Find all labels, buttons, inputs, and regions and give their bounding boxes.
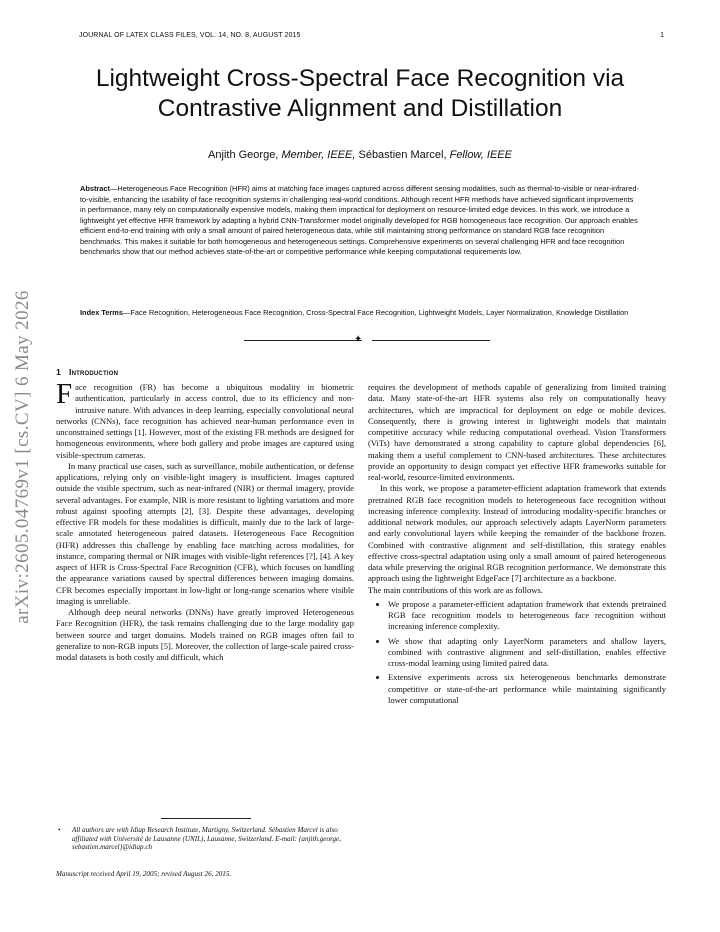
intro-paragraph-5: In this work, we propose a parameter-efficient adaptation framework that extends pretrained RGB face recognition models to heterogeneous face recognition without increasing inference complexity. Instead of introducing modality-specific branches or additional network modules, our approach selectively adapts LayerNorm parameters and early convolutional layers while keeping the remainder of the backbone frozen. Combined with contrastive alignment and self-distillation, this strategy enables effective cross-spectral adaptation using only a small amount of paired heterogeneous data while preserving the original RGB recognition performance. We demonstrate this approach using the lightweight EdgeFace [7] architecture as a backbone. [368, 483, 666, 584]
title-line-2: Contrastive Alignment and Distillation [157, 95, 563, 122]
manuscript-note: Manuscript received April 19, 2005; revised August 26, 2015. [56, 870, 232, 878]
author-2: Sébastien Marcel, [358, 149, 447, 161]
author-2-role: Fellow, IEEE [449, 149, 512, 161]
contribution-item-1: • We propose a parameter-efficient adaptation framework that extends pretrained RGB face recognition models to heterogeneous face recognition without increasing inference complexity. [388, 599, 666, 633]
intro-paragraph-2: In many practical use cases, such as surveillance, mobile authentication, or defense applications, relying only on visible-light imagery is insufficient. Images captured outside the visible spectrum, such as near-infrared (NIR) or thermal imagery, provide several advantages. For example, NIR is more resistant to lighting variations and more robust against spoofing attempts [2], [3]. Despite these advantages, developing effective FR models for these modalities is difficult, mainly due to the lack of large-scale annotated heterogeneous paired datasets. Heterogeneous Face Recognition (HFR) addresses this challenge by enabling face matching across modalities, for instance, comparing thermal or NIR images with visible-light references [?], [4]. A key aspect of HFR is Cross-Spectral Face Recognition (CFR), which focuses on handling the appearance variations caused by spectral differences between imaging domains. CFR becomes especially important in low-light or long-range scenarios where visible imaging is unreliable. [56, 460, 354, 606]
footnote-rule [161, 818, 251, 819]
footnote-text: All authors are with Idiap Research Institute, Martigny, Switzerland. Sébastien Marcel is also affiliated with Université de Lausanne (UNIL), Lausanne, Switzerland. E-mail: {anjith.george, sebastien.marcel}@idiap.ch [72, 826, 341, 852]
index-terms-text: —Face Recognition, Heterogeneous Face Recognition, Cross-Spectral Face Recognition, Lightweight Models, Layer Normalization, Knowledge Distillation [123, 308, 629, 317]
divider-right [372, 340, 490, 341]
author-line [40, 149, 680, 161]
section-title: Introduction [68, 367, 119, 377]
abstract-text: —Heterogeneous Face Recognition (HFR) aims at matching face images captured across different sensing modalities, such as thermal-to-visible or near-infrared-to-visible, enhancing the usability of face recognition systems in challenging real-world conditions. Although recent HFR methods have achieved significant improvements in performance, many rely on computationally expensive models, making them impractical for deployment on resource-limited edge devices. In this work, we introduce a lightweight yet effective HFR framework by adapting a hybrid CNN-Transformer model originally developed for RGB homogeneous face recognition. Our approach enables efficient end-to-end training with only a small amount of paired heterogeneous data, while still maintaining strong performance on standard RGB face recognition benchmarks. This makes it suitable for both homogeneous and heterogeneous settings. Comprehensive experiments on several challenging HFR and face recognition benchmarks show that our method achieves state-of-the-art or competitive performance while keeping computational requirements low. [80, 184, 639, 256]
contribution-item-3: • Extensive experiments across six heterogeneous benchmarks demonstrate competitive or state-of-the-art performance while maintaining significantly lower computational [388, 672, 666, 706]
abstract-label: Abstract [80, 184, 110, 193]
intro-paragraph-1-text: ace recognition (FR) has become a ubiquitous modality in biometric authentication, particularly in access control, due to its efficiency and non-intrusive nature. With advances in deep learning, especially convolutional neural networks (CNNs), face recognition has achieved near-human performance even in unconstrained settings [1]. However, most of the existing FR methods are designed for homogeneous environments, where both gallery and probe images are captured using visible-spectrum cameras. [56, 382, 354, 460]
intro-paragraph-1 [56, 378, 354, 461]
divider-left [244, 340, 362, 341]
divider-ornament: ✦ [354, 334, 363, 345]
contributions-lead: The main contributions of this work are as follows. [368, 584, 543, 595]
section-heading [56, 367, 118, 377]
dropcap: F [56, 378, 73, 410]
index-terms-label: Index Terms [80, 308, 123, 317]
abstract [80, 184, 640, 258]
author-1: Anjith George, [208, 149, 279, 161]
page-number: 1 [660, 32, 664, 39]
paper-title [40, 64, 680, 124]
contribution-item-2: • We show that adapting only LayerNorm parameters and shallow layers, combined with contrastive alignment and self-distillation, enables effective cross-modal learning using limited paired data. [388, 636, 666, 670]
footnote-bullet: • [58, 826, 61, 834]
contributions-list [368, 599, 666, 706]
section-number: 1 [56, 367, 61, 377]
running-header: JOURNAL OF LATEX CLASS FILES, VOL. 14, NO. 8, AUGUST 2015 [79, 32, 301, 39]
right-column [368, 382, 666, 709]
intro-paragraph-4: requires the development of methods capable of generalizing from limited training data. Many state-of-the-art HFR systems also rely on computationally heavy architectures, which are impractical for deployment on edge or mobile devices. Consequently, there is growing interest in lightweight models that maintain competitive accuracy while reducing computational overhead. Vision Transformers (ViTs) have demonstrated a strong capability to capture global dependencies [6], making them a useful complement to CNN-based architectures. These architectures provide an opportunity to design compact yet effective HFR frameworks suitable for real-world, resource-limited environments. [368, 382, 666, 482]
intro-paragraph-3: Although deep neural networks (DNNs) have greatly improved Heterogeneous Face Recognition (HFR), the task remains challenging due to the large modality gap between source and target domains. Models trained on RGB images often fail to generalize to non-RGB inputs [5]. Moreover, the collection of large-scale paired cross-modal datasets is both costly and difficult, which [56, 607, 354, 662]
left-column [56, 378, 354, 663]
title-line-1: Lightweight Cross-Spectral Face Recognition via [95, 65, 625, 92]
affiliation-footnote [56, 826, 354, 852]
index-terms [80, 308, 640, 319]
arxiv-stamp-text: arXiv:2605.04769v1 [cs.CV] 6 May 2026 [12, 290, 33, 624]
author-1-role: Member, IEEE, [281, 149, 356, 161]
arxiv-stamp [8, 262, 38, 652]
